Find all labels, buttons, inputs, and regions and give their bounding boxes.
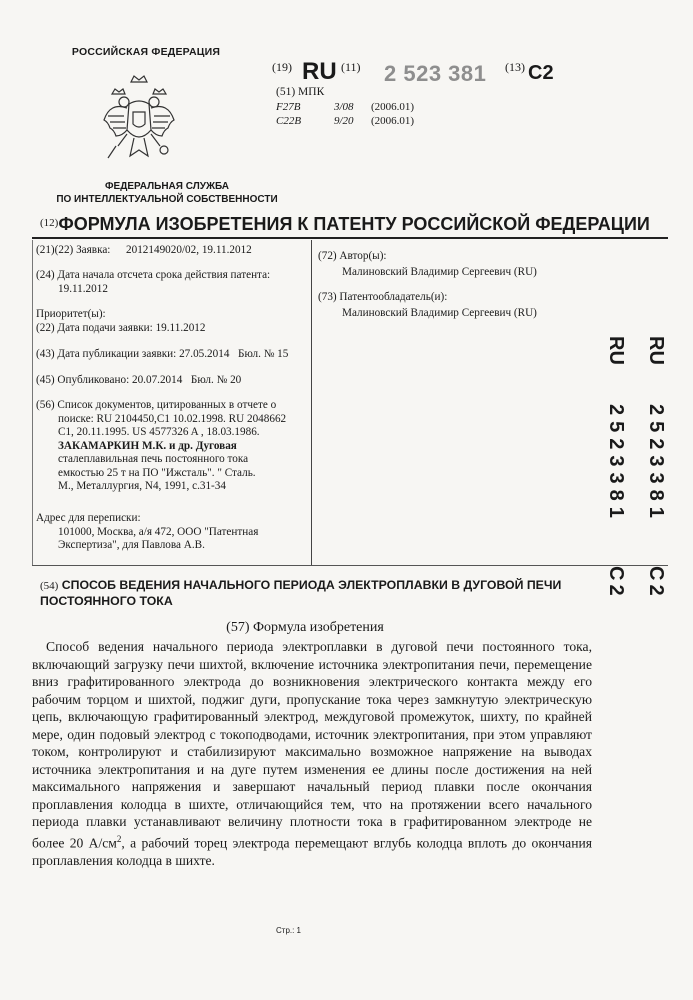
application-field xyxy=(36,244,252,258)
ipc-class-row xyxy=(276,101,416,115)
side-kind-outer-text: C2 xyxy=(645,566,667,600)
bulletin-label: Бюл. № xyxy=(238,348,275,360)
side-number-inner-text: 2523381 xyxy=(605,404,627,524)
coat-of-arms-emblem xyxy=(98,72,180,172)
inid-code-54: (54) xyxy=(40,580,59,592)
title-rule xyxy=(32,237,668,239)
publication-label: (43) Дата публикации заявки: xyxy=(36,348,177,360)
inid-code-19: (19) xyxy=(272,60,292,74)
ipc-class-row xyxy=(276,115,416,129)
document-title-text: ФОРМУЛА ИЗОБРЕТЕНИЯ К ПАТЕНТУ РОССИЙСКОЙ ФЕДЕРАЦИИ xyxy=(58,214,650,234)
inid-code-12: (12) xyxy=(40,217,59,229)
ipc-group: 9/20 xyxy=(334,115,354,127)
side-country-inner: RU xyxy=(605,336,627,365)
citations-line: ЗАКАМАРКИН М.К. и др. Дуговая xyxy=(58,439,237,452)
side-kind-inner-text: C2 xyxy=(605,566,627,600)
side-number-outer xyxy=(644,404,668,544)
claims-text-main: Способ ведения начального периода электроплавки в дуговой печи постоянного тока, включающий загрузку печи шихтой, включение источника электропитания печи, перемещение вниз графитированного электрода до возникновения электрического контакта между его рабочим торцом и шихтой, поджиг дуги, пропускание тока через замкнутую электрическую цепь, включающую графитированный электрод, междуговой промежуток, шихту, по крайней мере, один подовый электрод с токоподводами, источник электропитания, при этом управляют током, контролируют и стабилизируют максимально возможное напряжение на выводах источника электропитания и на дуге путем изменения ее длины после достижения на ней максимального напряжения и завершают начальный период плавки после окончания проплавления колодца в шихте, отличающийся тем, что на протяжении всего начального периода плавки устанавливают величину плотности тока в графитированном электроде не более 20 А/см xyxy=(32,639,592,851)
ipc-label: (51) МПК xyxy=(276,86,325,98)
side-country-outer: RU xyxy=(645,336,667,365)
biblio-column-divider xyxy=(311,240,312,565)
kind-code: C2 xyxy=(528,62,554,84)
citations-line: М., Металлургия, N4, 1991, с.31-34 xyxy=(58,480,226,492)
agency-line-2: ПО ИНТЕЛЛЕКТУАЛЬНОЙ СОБСТВЕННОСТИ xyxy=(56,194,278,205)
side-kind-outer xyxy=(644,566,668,606)
filing-date-value: 19.11.2012 xyxy=(155,322,206,334)
claims-superscript: 2 xyxy=(116,833,122,844)
inid-code-11: (11) xyxy=(341,60,361,74)
agency-line-1: ФЕДЕРАЛЬНАЯ СЛУЖБА xyxy=(104,181,230,192)
owner-label: (73) Патентообладатель(и): xyxy=(318,291,448,303)
publication-date: 27.05.2014 xyxy=(179,348,230,360)
citations-field xyxy=(36,399,308,494)
page-number: Стр.: 1 xyxy=(276,926,302,935)
inid-code-13: (13) xyxy=(505,60,525,74)
claims-text xyxy=(32,638,592,869)
citations-line: (56) Список документов, цитированных в отчете о xyxy=(36,399,277,411)
invention-title-line: ПОСТОЯННОГО ТОКА xyxy=(40,594,173,608)
side-number-inner xyxy=(604,404,628,544)
bulletin-number: 20 xyxy=(230,374,242,386)
document-title xyxy=(40,214,650,235)
citations-line: емкостью 25 т на ПО "Ижсталь". " Сталь. xyxy=(58,466,256,479)
author-label: (72) Автор(ы): xyxy=(318,250,387,262)
country-code: RU xyxy=(302,58,337,85)
citations-line: C1, 20.11.1995. US 4577326 A , 18.03.1986. xyxy=(58,426,260,438)
patent-number: 2 523 381 xyxy=(384,61,487,86)
invention-title xyxy=(40,578,610,609)
ipc-year: (2006.01) xyxy=(371,101,415,113)
citations-line: сталеплавильная печь постоянного тока xyxy=(58,453,249,465)
priority-label: Приоритет(ы): xyxy=(36,308,106,320)
owner-field xyxy=(318,291,537,320)
side-number-outer-text: 2523381 xyxy=(645,404,667,524)
bulletin-label: Бюл. № xyxy=(190,374,228,386)
country-label: РОССИЙСКАЯ ФЕДЕРАЦИЯ xyxy=(71,46,221,58)
invention-title-line: СПОСОБ ВЕДЕНИЯ НАЧАЛЬНОГО ПЕРИОДА ЭЛЕКТРОПЛАВКИ В ДУГОВОЙ ПЕЧИ xyxy=(61,578,562,592)
biblio-left-border xyxy=(32,240,33,565)
address-field xyxy=(36,512,308,553)
author-field xyxy=(318,250,537,279)
term-start-value: 19.11.2012 xyxy=(58,282,108,295)
application-label: (21)(22) Заявка: xyxy=(36,244,111,256)
address-label: Адрес для переписки: xyxy=(36,512,141,524)
owner-value: Малиновский Владимир Сергеевич (RU) xyxy=(342,306,537,319)
claims-text-end: , а рабочий торец электрода перемещают вглубь колодца вплоть до окончания проплавления колодца в шихте. xyxy=(32,835,592,868)
filing-date-label: (22) Дата подачи заявки: xyxy=(36,322,153,334)
claims-heading: (57) Формула изобретения xyxy=(226,620,384,635)
agency-name xyxy=(52,180,282,206)
term-start-field xyxy=(36,269,270,296)
published-date: 20.07.2014 xyxy=(131,374,183,386)
ipc-year: (2006.01) xyxy=(371,115,415,127)
address-line: Экспертиза", для Павлова А.В. xyxy=(58,539,205,551)
ipc-group: 3/08 xyxy=(334,101,354,113)
bulletin-number: 15 xyxy=(277,348,289,360)
published-label: (45) Опубликовано: xyxy=(36,374,130,386)
author-value: Малиновский Владимир Сергеевич (RU) xyxy=(342,265,537,278)
ipc-code: C22B xyxy=(276,115,302,127)
application-value: 2012149020/02, 19.11.2012 xyxy=(126,244,252,256)
term-start-label: (24) Дата начала отсчета срока действия патента: xyxy=(36,269,271,281)
citations-line: поиске: RU 2104450,C1 10.02.1998. RU 2048662 xyxy=(58,412,287,425)
filing-date-field xyxy=(36,322,206,336)
biblio-bottom-rule xyxy=(32,565,668,566)
ipc-code: F27B xyxy=(276,101,301,113)
address-line: 101000, Москва, а/я 472, ООО "Патентная xyxy=(58,525,259,538)
published-field xyxy=(36,374,241,388)
publication-field xyxy=(36,348,288,362)
